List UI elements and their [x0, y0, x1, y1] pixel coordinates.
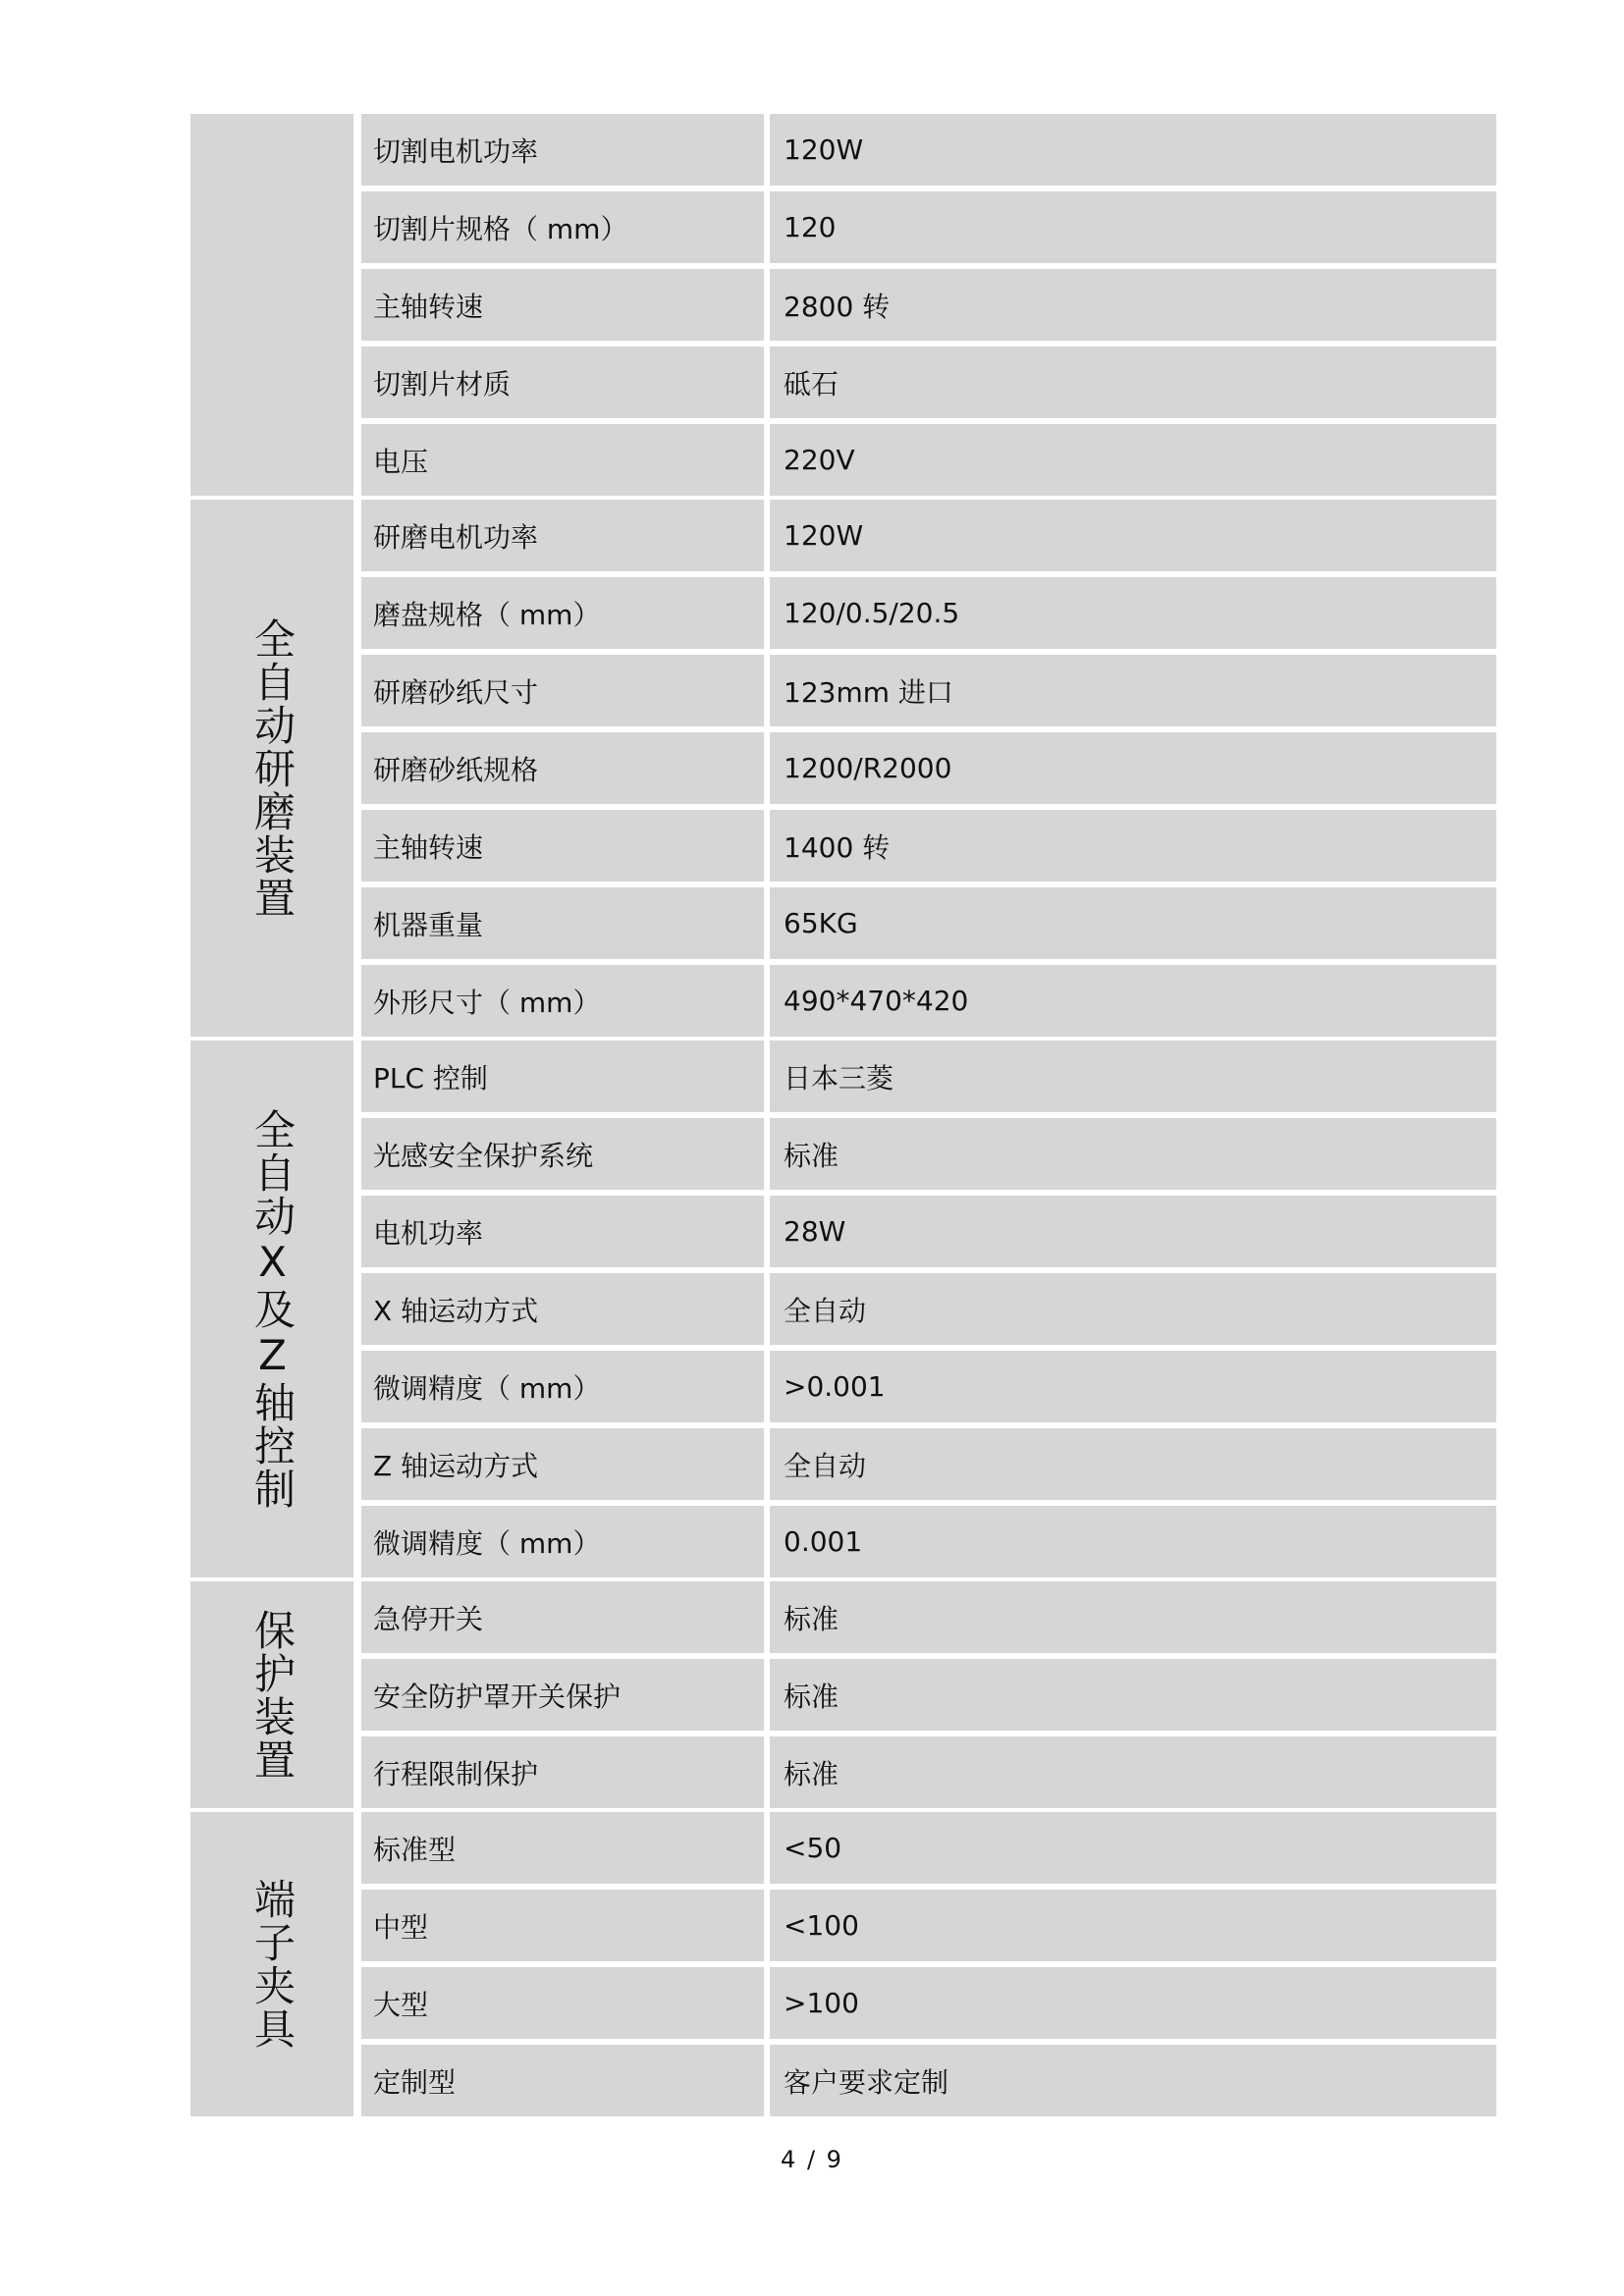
table-row — [361, 1736, 1496, 1808]
spec-value: 1200/R2000 — [770, 732, 1496, 804]
spec-name: 行程限制保护 — [361, 1736, 764, 1808]
spec-name: 定制型 — [361, 2045, 764, 2116]
table-row — [361, 1351, 1496, 1422]
spec-name: 电机功率 — [361, 1196, 764, 1267]
spec-section — [190, 500, 1496, 1037]
spec-name: 研磨砂纸尺寸 — [361, 655, 764, 726]
group-header-cell — [190, 114, 353, 496]
table-row — [361, 500, 1496, 571]
group-header-cell — [190, 1581, 353, 1808]
group-header-cell — [190, 500, 353, 1037]
group-header-cell — [190, 1812, 353, 2116]
spec-rows — [361, 1041, 1496, 1577]
spec-name: 安全防护罩开关保护 — [361, 1659, 764, 1731]
spec-name: 大型 — [361, 1967, 764, 2039]
table-row — [361, 347, 1496, 418]
spec-value: 65KG — [770, 887, 1496, 959]
spec-value: <50 — [770, 1812, 1496, 1884]
spec-rows — [361, 1812, 1496, 2116]
table-row — [361, 1506, 1496, 1577]
spec-value: 120W — [770, 114, 1496, 186]
spec-name: 电压 — [361, 424, 764, 496]
table-row — [361, 1428, 1496, 1500]
table-row — [361, 114, 1496, 186]
spec-table — [190, 114, 1496, 2120]
spec-name: 外形尺寸（ mm） — [361, 965, 764, 1037]
table-row — [361, 1041, 1496, 1112]
spec-name: 标准型 — [361, 1812, 764, 1884]
table-row — [361, 191, 1496, 263]
spec-value: 28W — [770, 1196, 1496, 1267]
page-number: 4 / 9 — [781, 2146, 843, 2173]
spec-value: 2800 转 — [770, 269, 1496, 341]
table-row — [361, 1196, 1496, 1267]
spec-name: 切割片规格（ mm） — [361, 191, 764, 263]
spec-value: 120 — [770, 191, 1496, 263]
spec-name: 磨盘规格（ mm） — [361, 577, 764, 649]
table-row — [361, 887, 1496, 959]
spec-value: 全自动 — [770, 1428, 1496, 1500]
spec-section — [190, 1812, 1496, 2116]
spec-value: 标准 — [770, 1581, 1496, 1653]
table-row — [361, 269, 1496, 341]
group-label: 全自动X及Z轴控制 — [248, 1107, 297, 1511]
spec-name: 研磨砂纸规格 — [361, 732, 764, 804]
spec-name: 切割电机功率 — [361, 114, 764, 186]
spec-name: 主轴转速 — [361, 810, 764, 881]
table-row — [361, 577, 1496, 649]
spec-value: 120/0.5/20.5 — [770, 577, 1496, 649]
spec-name: 光感安全保护系统 — [361, 1118, 764, 1190]
spec-value: 1400 转 — [770, 810, 1496, 881]
spec-name: PLC 控制 — [361, 1041, 764, 1112]
table-row — [361, 732, 1496, 804]
table-row — [361, 1812, 1496, 1884]
group-label: 全自动研磨装置 — [248, 616, 297, 920]
table-row — [361, 1273, 1496, 1345]
spec-rows — [361, 114, 1496, 496]
spec-value: 日本三菱 — [770, 1041, 1496, 1112]
spec-value: 全自动 — [770, 1273, 1496, 1345]
spec-name: 微调精度（ mm） — [361, 1351, 764, 1422]
spec-name: Z 轴运动方式 — [361, 1428, 764, 1500]
table-row — [361, 2045, 1496, 2116]
spec-name: 微调精度（ mm） — [361, 1506, 764, 1577]
spec-value: >0.001 — [770, 1351, 1496, 1422]
spec-name: 急停开关 — [361, 1581, 764, 1653]
spec-name: 主轴转速 — [361, 269, 764, 341]
group-header-cell — [190, 1041, 353, 1577]
group-label: 保护装置 — [248, 1608, 297, 1782]
table-row — [361, 1659, 1496, 1731]
spec-value: 客户要求定制 — [770, 2045, 1496, 2116]
spec-rows — [361, 1581, 1496, 1808]
table-row — [361, 424, 1496, 496]
spec-value: 标准 — [770, 1659, 1496, 1731]
spec-section — [190, 1581, 1496, 1808]
spec-value: 标准 — [770, 1736, 1496, 1808]
spec-name: 研磨电机功率 — [361, 500, 764, 571]
spec-rows — [361, 500, 1496, 1037]
table-row — [361, 1118, 1496, 1190]
table-row — [361, 1890, 1496, 1961]
spec-value: <100 — [770, 1890, 1496, 1961]
spec-section — [190, 1041, 1496, 1577]
group-label: 端子夹具 — [248, 1878, 297, 2051]
spec-value: 砥石 — [770, 347, 1496, 418]
spec-value: 0.001 — [770, 1506, 1496, 1577]
spec-name: 切割片材质 — [361, 347, 764, 418]
table-row — [361, 1581, 1496, 1653]
spec-name: 机器重量 — [361, 887, 764, 959]
spec-value: 220V — [770, 424, 1496, 496]
spec-name: 中型 — [361, 1890, 764, 1961]
spec-value: 标准 — [770, 1118, 1496, 1190]
table-row — [361, 655, 1496, 726]
table-row — [361, 1967, 1496, 2039]
table-row — [361, 810, 1496, 881]
spec-value: 120W — [770, 500, 1496, 571]
spec-value: 490*470*420 — [770, 965, 1496, 1037]
spec-name: X 轴运动方式 — [361, 1273, 764, 1345]
spec-value: 123mm 进口 — [770, 655, 1496, 726]
table-row — [361, 965, 1496, 1037]
spec-value: >100 — [770, 1967, 1496, 2039]
spec-section — [190, 114, 1496, 496]
